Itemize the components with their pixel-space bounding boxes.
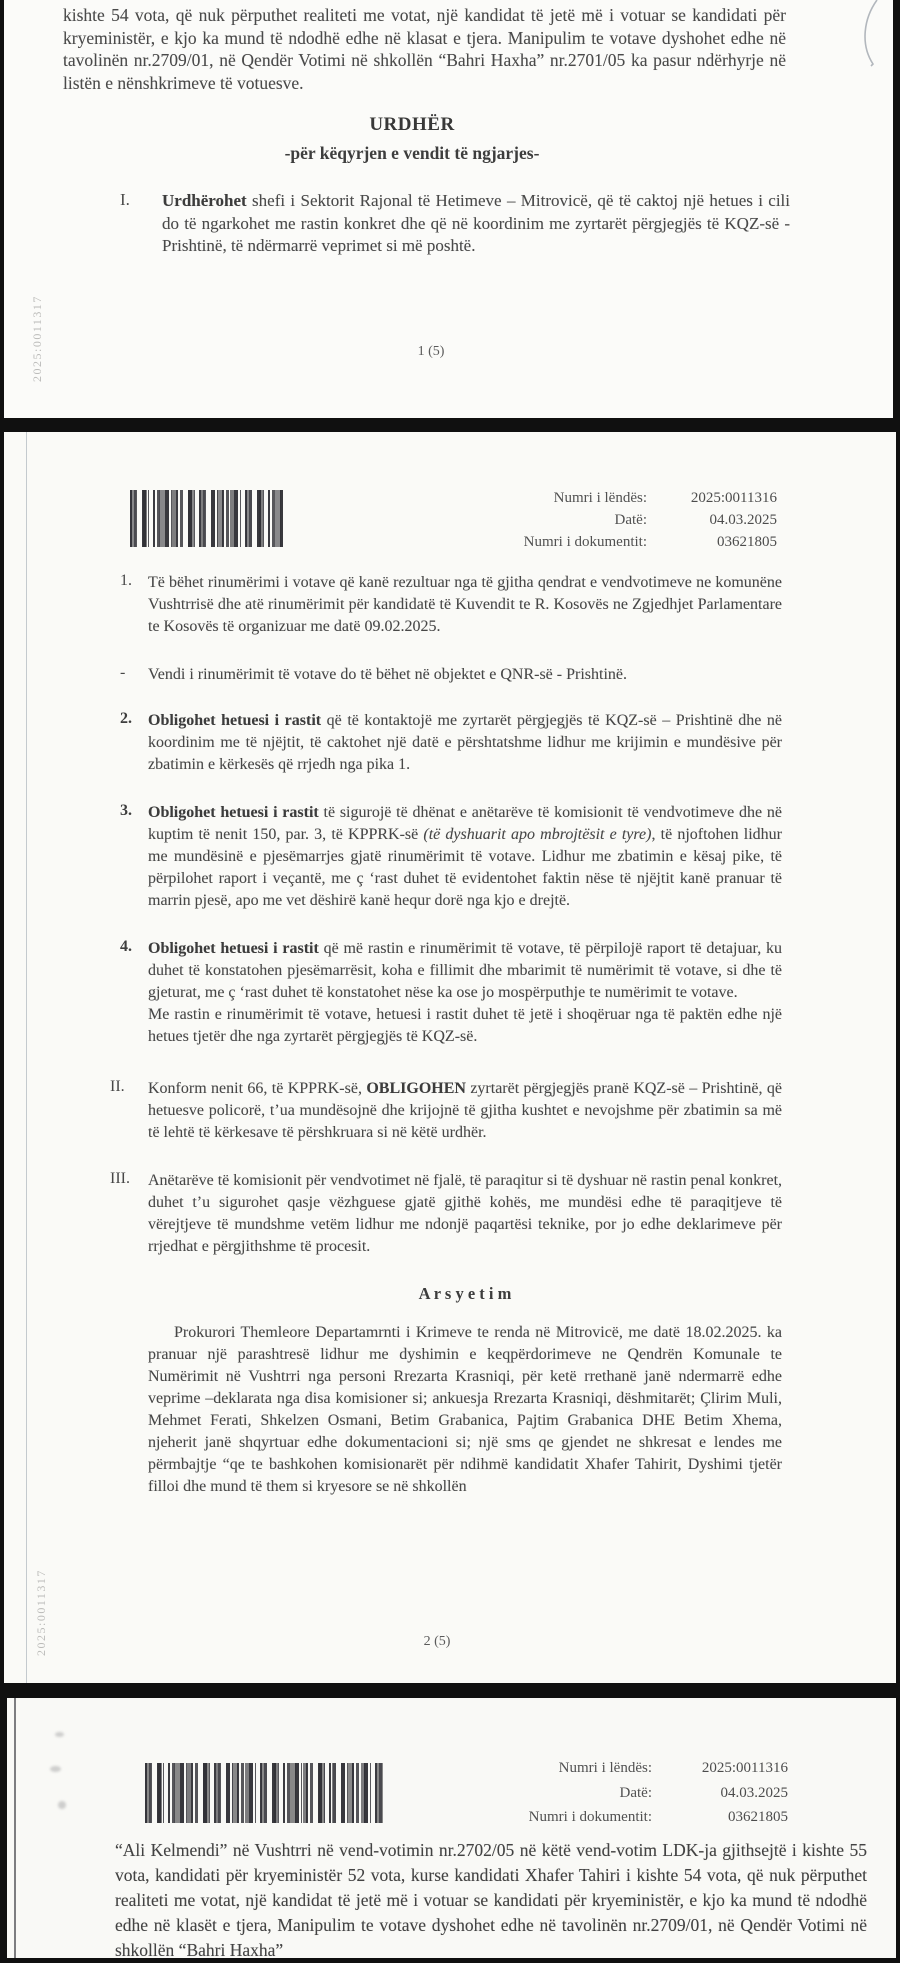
item-text (148, 1078, 782, 1144)
item-number: III. (110, 1170, 130, 1187)
item-text (148, 802, 782, 912)
header-label-document-number: Numri i dokumentit: (523, 534, 647, 550)
item-body-text: shefi i Sektorit Rajonal të Hetimeve – Mitrovicë, që të caktoj një hetues i cili do të ngarkohet me rastin konkret dhe që në koordinim me zyrtarët përgjegjës të KQZ-së - Prishtinë, të ndërmarrë veprimet si më poshtë. (162, 191, 790, 255)
page-number: 1 (5) (417, 344, 445, 359)
item-text (162, 190, 790, 258)
header-label-case-number: Numri i lëndës: (553, 490, 647, 506)
item-text: Të bëhet rinumërimi i votave që kanë rezultuar nga të gjitha qendrat e vendvotimeve ne komunëne Vushtrrisë dhe atë rinumërimit për kandidatë të Kuvendit te R. Kosovës ne Zgjedhjet Parlamentare te Kosovës të organizuar me datë 09.02.2025. (148, 574, 782, 635)
item-bold-word: OBLIGOHEN (366, 1080, 466, 1097)
header-label-document-number: Numri i dokumentit: (528, 1809, 652, 1825)
item-text (148, 710, 782, 776)
order-item-3 (4, 802, 896, 912)
header-value-case-number: 2025:0011316 (690, 490, 777, 506)
arsyetim-paragraph: Prokurori Themleore Departamrnti i Krimeve te renda në Mitrovicë, me datë 18.02.2025. ka pranuar një parashtresë lidhur me dyshimin e keqpërdorimeve ne Qendrën Komunale te Numërimit në Vushtrri nga personi Rrezarta Krasniqi, për ketë rrethanë janë ndermarrë edhe veprime –deklarata nga disa komisioner si; ankuesja Rrezarta Krasniqi, dëshmitarët; Çlirim Muli, Mehmet Ferati, Shkelzen Osmani, Betim Grabanica, Pajtim Grabanica DHE Betim Xhema, njeherit janë shqyrtuar edhe dokumentacioni si; një sms qe gjendet ne shkresat e lendes me përmbajtje “qe te bashkohen komisionarët për ndihmë kandidatit Xhafer Tahirit, Dyshimi tjetër filloi dhe mund të them si kryesore se në shkollën (148, 1324, 782, 1495)
item-italic-text: (të dyshuarit apo mbrojtësit e tyre) (423, 826, 652, 843)
header-label-date: Datë: (619, 1785, 652, 1801)
scan-pen-stroke-artifact (850, 0, 886, 70)
item-body-text: që më rastin e rinumërimit të votave, të përpilojë raport të detajuar, ku duhet të konstatohen pjesëmarrësit, koha e fillimit dhe mbarimit të numërimit të votave, si dhe të gjeturat, me ç ‘rast duhet të konstatohet nëse ka ose jo mospërputhje te numërimit te votave. (148, 940, 783, 1001)
scan-smudge (55, 1732, 64, 1737)
order-item-II (4, 1078, 896, 1144)
intro-paragraph: kishte 54 vota, që nuk përputhet realiteti me votat, një kandidat të jetë më i votuar se kandidati për kryeministër, e kjo ka mund të ndodhë edhe në klasat e tjera. Manipulim te votave dyshohet edhe në tavolinën nr.2709/01, në Qendër Votimi në shkollën “Bahri Haxha” nr.2701/05 ka pasur ndërhyrje në listën e nënshkrimeve të votuesve. (63, 5, 786, 93)
item-text: Anëtarëve të komisionit për vendvotimet në fjalë, të paraqitur si të dyshuar në rastin penal konkret, duhet t’u sigurohet qasje vëzhguese gjatë gjithë kohës, me mundësi edhe të paraqitjeve të vërejtjeve të mundshme vetëm lidhur me ndonjë paqartësi teknike, por jo edhe deklarimeve për rrjedhat e përgjithshme të procesit. (148, 1172, 783, 1255)
item-number: 2. (120, 710, 132, 727)
order-body (4, 572, 896, 1498)
item-lead-bold: Urdhërohet (162, 191, 247, 210)
document-page-3 (7, 1698, 896, 1958)
order-title: URDHËR (369, 114, 455, 135)
item-body-text-b: , të njoftohen lidhur me mundësinë e pjesëmarrjes gjatë rinumërimit të votave. Lidhur me zbatimin e kësaj pike, të përpilohet raport i veçantë, me ç ‘rast duhet të evidentohet faktin nëse të njëjtit kanë pranuar të marrin pjesë, apo me vet dëshirë kanë hequr dorë nga kjo e drejtë. (148, 826, 782, 909)
order-item-dash (4, 664, 896, 686)
header-label-date: Datë: (614, 512, 647, 528)
sidebar-case-code: 2025:0011317 (30, 295, 44, 382)
body-paragraph: “Ali Kelmendi” në Vushtrri në vend-votimin nr.2702/05 në këtë vend-votim LDK-ja gjithsejtë i kishte 55 vota, kandidati për kryeministër 52 vota, kurse kandidati Xhafer Tahiri i kishte 54 vota, që nuk përputhet realiteti me votat, një kandidat të jetë më i votuar se kandidati për kryeministër, e kjo ka mund të ndodhë edhe në klasët e tjera, Manipulim te votave dyshohet edhe në tavolinën nr.2709/01, në Qendër Votimi në shkollën “Bahri Haxha” (115, 1840, 867, 1960)
item-lead-bold: Obligohet hetuesi i rastit (148, 940, 319, 957)
item-text: Vendi i rinumërimit të votave do të bëhet në objektet e QNR-së - Prishtinë. (148, 666, 627, 683)
item-body-text-a: të sigurojë të dhënat e anëtarëve të komisionit të vendvotimeve dhe në kuptim të nenit 150, par. 3, të KPPRK-së (148, 804, 783, 843)
arsyetim-heading: A r s y e t i m (418, 1284, 512, 1303)
header-label-case-number: Numri i lëndës: (558, 1760, 652, 1776)
item-number: 3. (120, 802, 132, 819)
order-item-1 (4, 572, 896, 638)
order-item-4 (4, 938, 896, 1048)
item-lead-bold: Obligohet hetuesi i rastit (148, 712, 322, 729)
item-number: II. (110, 1078, 125, 1095)
item-number: I. (120, 190, 130, 209)
header-value-date: 04.03.2025 (709, 512, 777, 528)
item-body-text: që të kontaktojë me zyrtarët përgjegjës të KQZ-së – Prishtinë dhe në koordinim me të njëjtit, të caktohet një datë e përshtatshme lidhur me krijimin e mundësive për zbatimin e kërkesës që rrjedh nga pika 1. (148, 712, 782, 773)
item-number: 1. (120, 572, 132, 589)
item-pre-text: Konform nenit 66, të KPPRK-së, (148, 1080, 367, 1097)
item-number: 4. (120, 938, 132, 955)
item-dash-marker: - (120, 664, 126, 681)
header-value-document-number: 03621805 (717, 534, 777, 550)
order-item-III (4, 1170, 896, 1258)
header-value-date: 04.03.2025 (720, 1785, 788, 1801)
barcode (145, 1763, 383, 1823)
document-page-2 (4, 432, 896, 1683)
order-subtitle: -për këqyrjen e vendit të ngjarjes- (284, 143, 540, 163)
page-number: 2 (5) (423, 1634, 451, 1649)
header-value-document-number: 03621805 (728, 1809, 788, 1825)
item-second-paragraph: Me rastin e rinumërimit të votave, hetuesi i rastit duhet të jetë i shoqëruar nga të paktën edhe një hetues tjetër dhe nga zyrtarët përgjegjës të KQZ-së. (148, 1006, 782, 1045)
item-lead-bold: Obligohet hetuesi i rastit (148, 804, 319, 821)
sidebar-case-code: 2025:0011317 (34, 1569, 48, 1656)
item-text (148, 938, 782, 1004)
header-value-case-number: 2025:0011316 (701, 1760, 788, 1776)
order-item-2 (4, 710, 896, 776)
order-item-I (4, 190, 893, 258)
scan-smudge (58, 1801, 66, 1809)
barcode (130, 490, 283, 547)
item-post-text: zyrtarët përgjegjës pranë KQZ-së – Prishtinë, që hetuesve policorë, t’ua mundësojnë dhe krijojnë të gjitha kushtet e nevojshme për zbatimin sa më të lehtë të kërkesave të përshkruara si në këtë urdhër. (148, 1080, 783, 1141)
document-page-1 (4, 0, 893, 418)
scan-edge-line (14, 1698, 16, 1958)
scan-smudge (50, 1766, 61, 1772)
